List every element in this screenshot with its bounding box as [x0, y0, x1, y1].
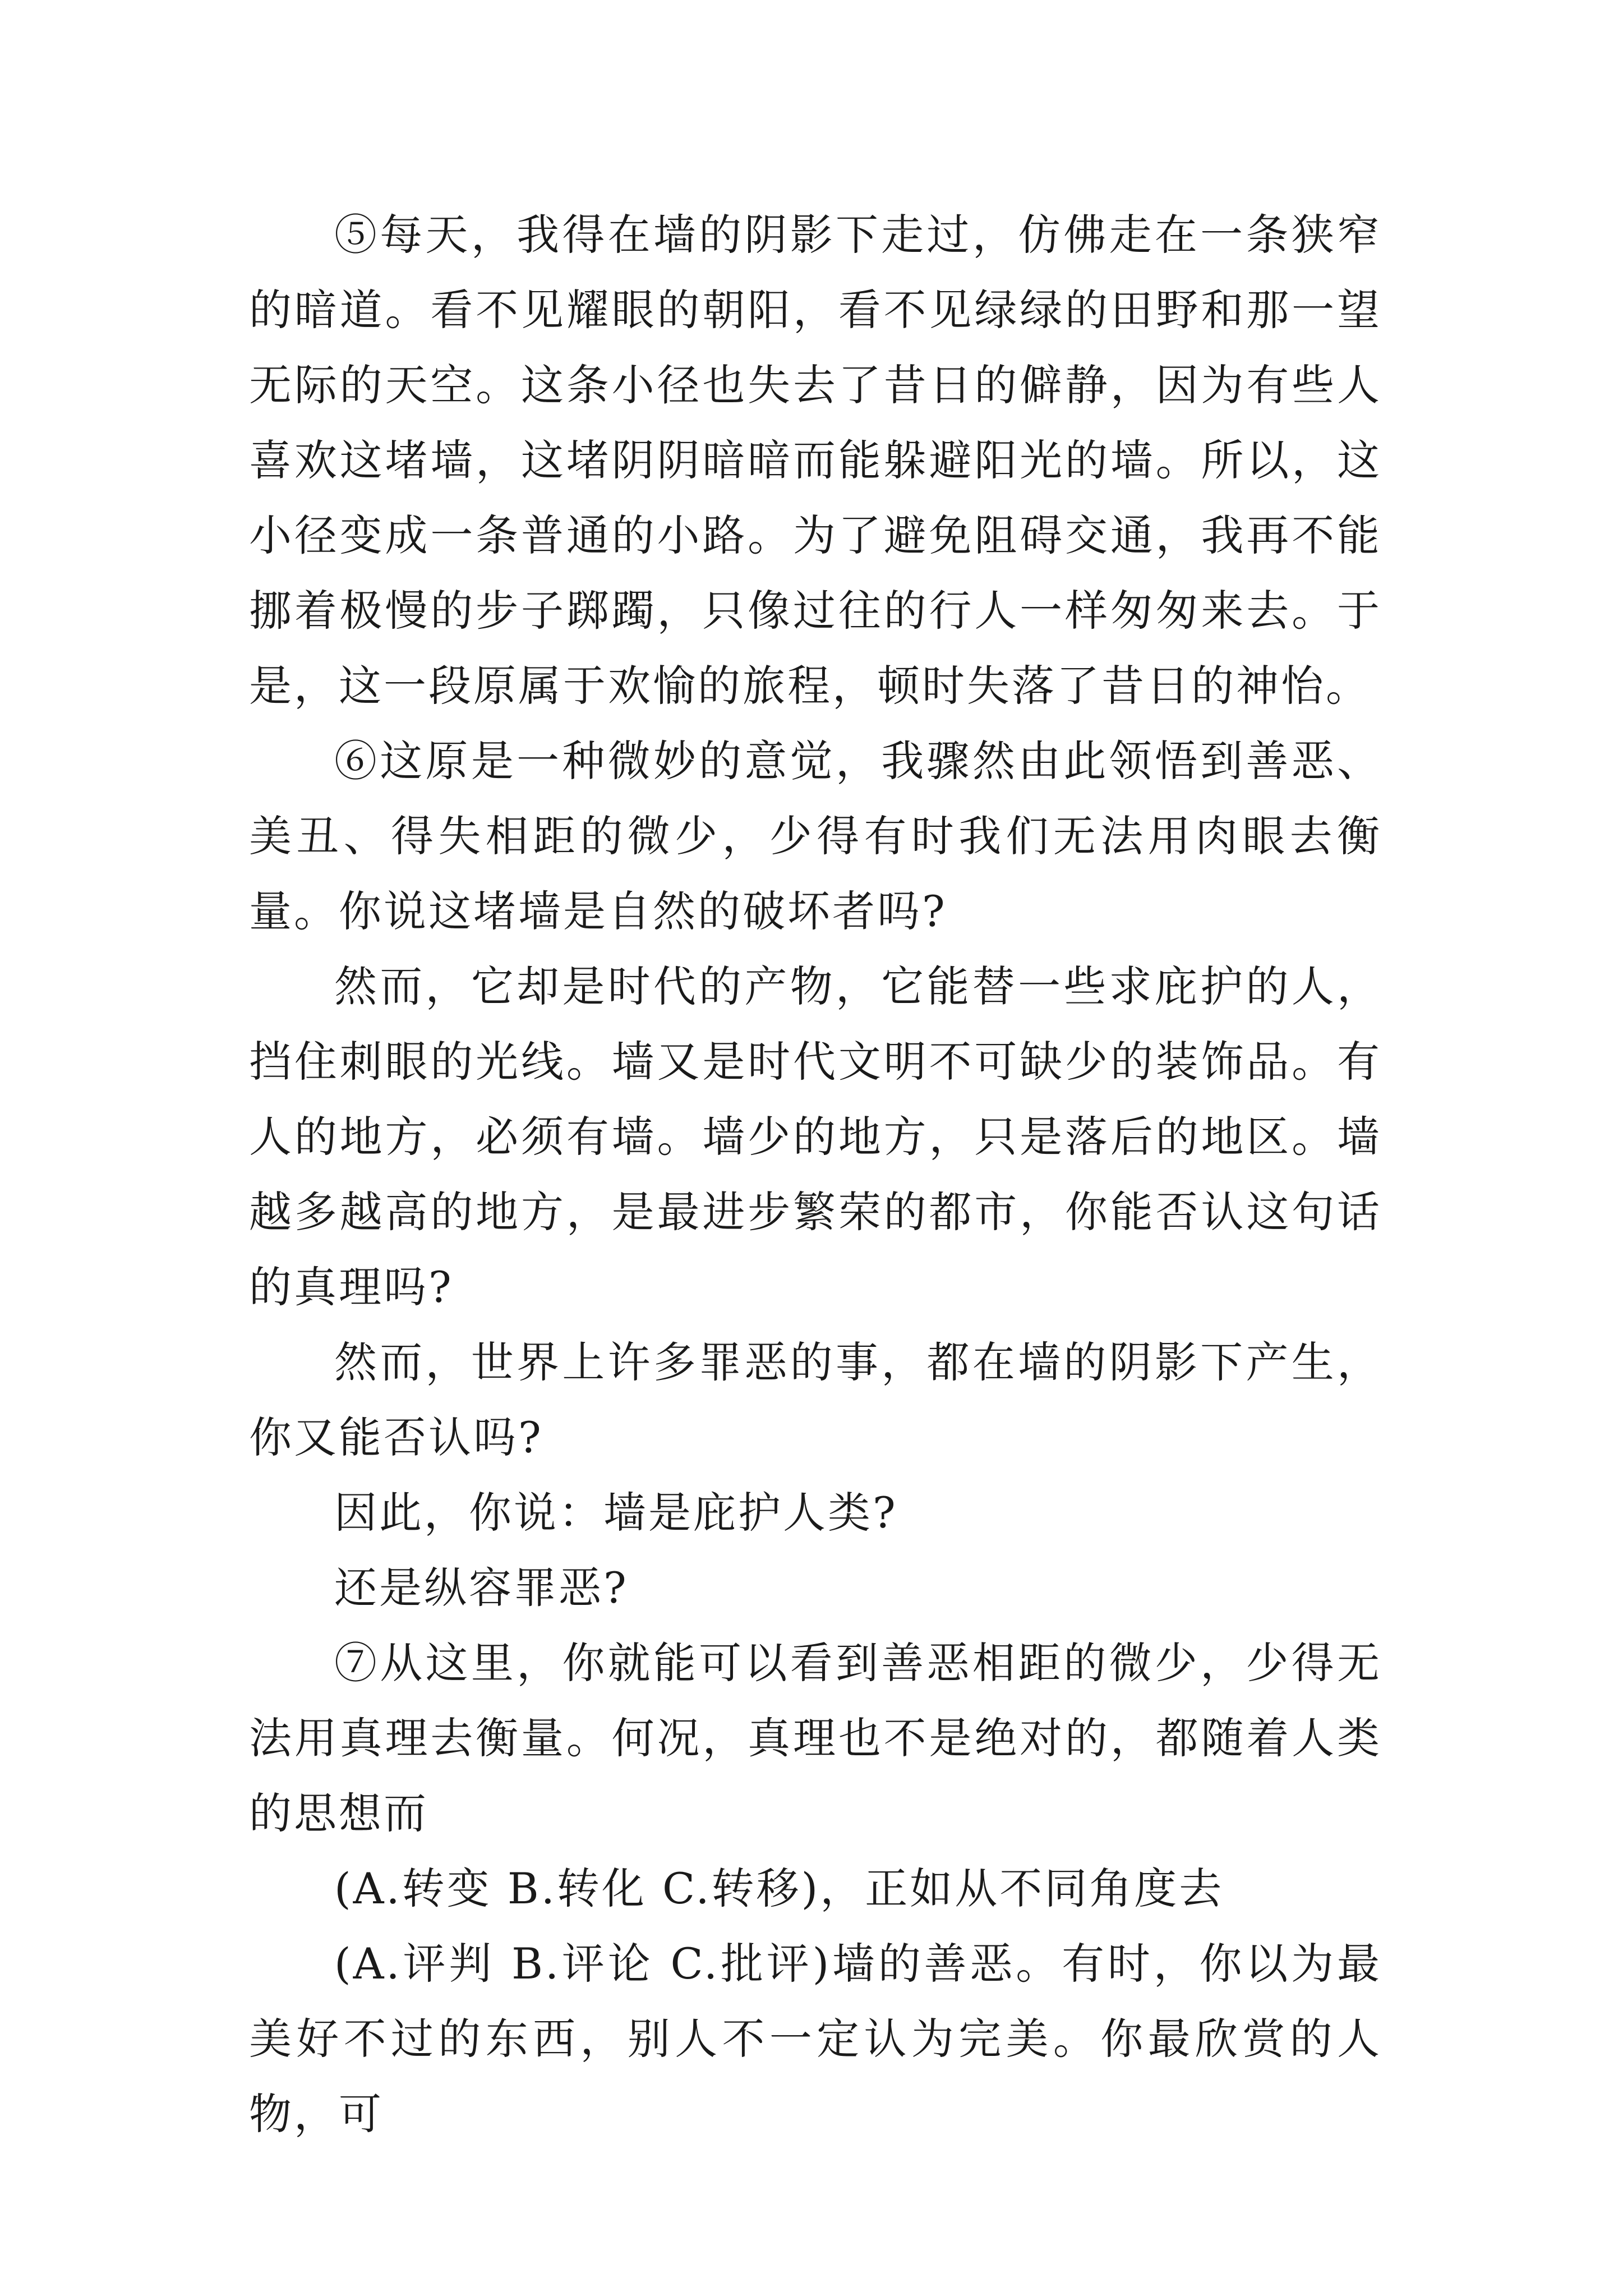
choice-question-2: (A.评判 B.评论 C.批评)墙的善恶。有时，你以为最美好不过的东西，别人不一定认为完美。你最欣赏的人物，可: [249, 1939, 1382, 2139]
paragraph-7: ⑦从这里，你就能可以看到善恶相距的微少，少得无法用真理去衡量。何况，真理也不是绝对的，都随着人类的思想而: [249, 1638, 1382, 1838]
body-text: [249, 197, 1382, 2152]
paragraph-5: ⑤每天，我得在墙的阴影下走过，仿佛走在一条狭窄的暗道。看不见耀眼的朝阳，看不见绿绿的田野和那一望无际的天空。这条小径也失去了昔日的僻静，因为有些人喜欢这堵墙，这堵阴阴暗暗而能躲避阳光的墙。所以，这小径变成一条普通的小路。为了避免阻碍交通，我再不能挪着极慢的步子踯躅，只像过往的行人一样匆匆来去。于是，这一段原属于欢愉的旅程，顿时失落了昔日的神怡。: [249, 210, 1382, 711]
paragraph-wall-era: 然而，它却是时代的产物，它能替一些求庇护的人，挡住刺眼的光线。墙又是时代文明不可缺少的装饰品。有人的地方，必须有墙。墙少的地方，只是落后的地区。墙越多越高的地方，是最进步繁荣的都市，你能否认这句话的真理吗?: [249, 961, 1382, 1312]
paragraph-question-evil: 还是纵容罪恶?: [334, 1563, 629, 1613]
paragraph-wall-crime: 然而，世界上许多罪恶的事，都在墙的阴影下产生，你又能否认吗?: [249, 1337, 1382, 1462]
choice-question-1: (A.转变 B.转化 C.转移)，正如从不同角度去: [334, 1864, 1224, 1913]
paragraph-6: ⑥这原是一种微妙的意觉，我骤然由此领悟到善恶、美丑、得失相距的微少，少得有时我们无法用肉眼去衡量。你说这堵墙是自然的破坏者吗?: [249, 736, 1382, 936]
paragraph-question-shelter: 因此，你说：墙是庇护人类?: [334, 1488, 898, 1538]
